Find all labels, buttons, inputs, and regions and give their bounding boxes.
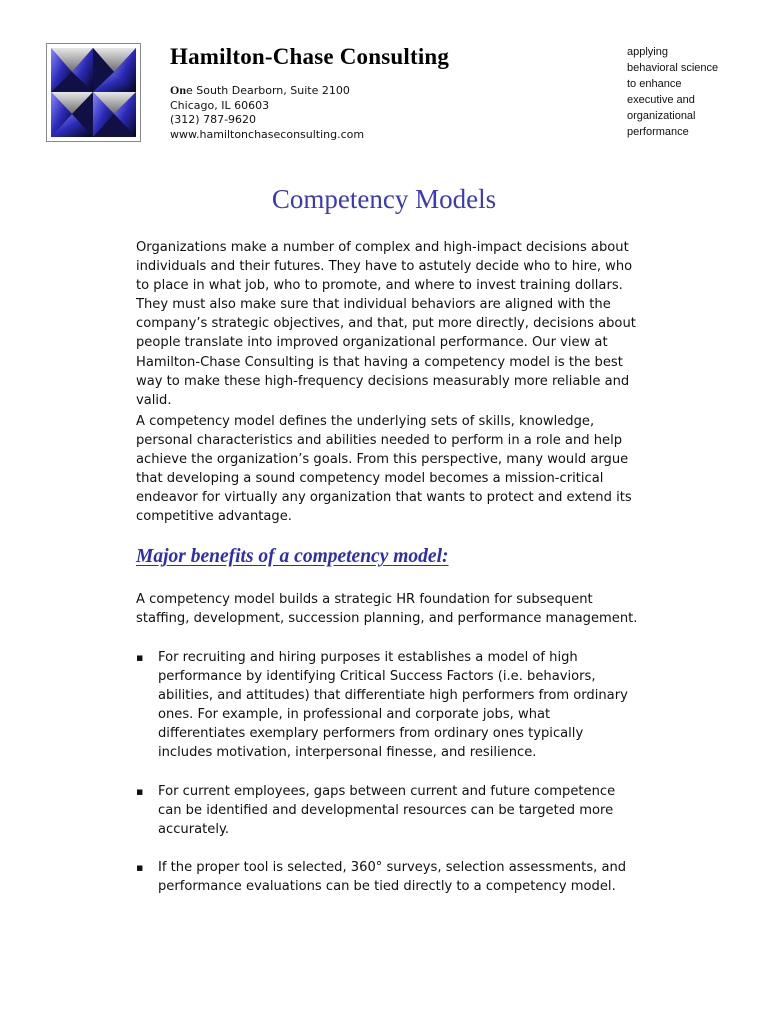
tagline-line: behavioral science (627, 62, 719, 74)
tagline-line: performance (627, 126, 689, 138)
benefits-intro: A competency model builds a strategic HR foundation for subsequent staffing, development, succession planning, and performance management. (136, 592, 638, 627)
tagline-line: executive and (627, 94, 695, 106)
tagline (627, 44, 718, 140)
tagline-line: organizational (627, 110, 696, 122)
page-title: Competency Models (271, 184, 497, 214)
benefit-item: ▪ If the proper tool is selected, 360° surveys, selection assessments, and performance evaluations can be tied directly to a competency model. (136, 858, 641, 896)
website-url: www.hamiltonchaseconsulting.com (170, 127, 365, 141)
address-line-2: Chicago, IL 60603 (170, 98, 270, 112)
tagline-line: applying (627, 46, 668, 58)
phone-number: (312) 787-9620 (170, 113, 257, 126)
address-line-1 (170, 83, 364, 99)
address-line-1-rest: e South Dearborn, Suite 2100 (186, 84, 350, 97)
company-name: Hamilton-Chase Consulting (170, 44, 450, 69)
intro-paragraph-2: A competency model defines the underlying sets of skills, knowledge, personal characteristics and abilities needed to perform in a role and help achieve the organization’s goals. From this perspective, many would argue that developing a sound competency model becomes a mission-critical endeavor for virtually any organization that wants to protect and extend its competitive advantage. (136, 414, 632, 525)
tagline-line: to enhance (627, 78, 682, 90)
benefit-item: ▪ For recruiting and hiring purposes it establishes a model of high performance by identifying Critical Success Factors (i.e. behaviors, abilities, and attitudes) that differentiate high performers from ordinary ones. For example, in professional and corporate jobs, what differentiates exemplary performers from ordinary ones typically includes motivation, interpersonal finesse, and resilience. (136, 648, 641, 763)
address-prefix: On (170, 83, 187, 97)
intro-paragraph-1: Organizations make a number of complex and high-impact decisions about individuals and their futures. They have to astutely decide who to hire, who to place in what job, who to promote, and where to invest training dollars. They must also make sure that individual behaviors are aligned with the company’s strategic objectives, and that, put more directly, decisions about people translate into improved organizational performance. Our view at Hamilton-Chase Consulting is that having a competency model is the best way to make these high-frequency decisions measurably more reliable and valid. (136, 240, 636, 408)
benefit-item: ▪ For current employees, gaps between current and future competence can be identified and developmental resources can be targeted more accurately. (136, 782, 641, 839)
benefits-heading: Major benefits of a competency model: (136, 546, 449, 567)
benefits-list (136, 648, 641, 915)
company-address (170, 83, 364, 142)
company-logo (46, 43, 141, 142)
